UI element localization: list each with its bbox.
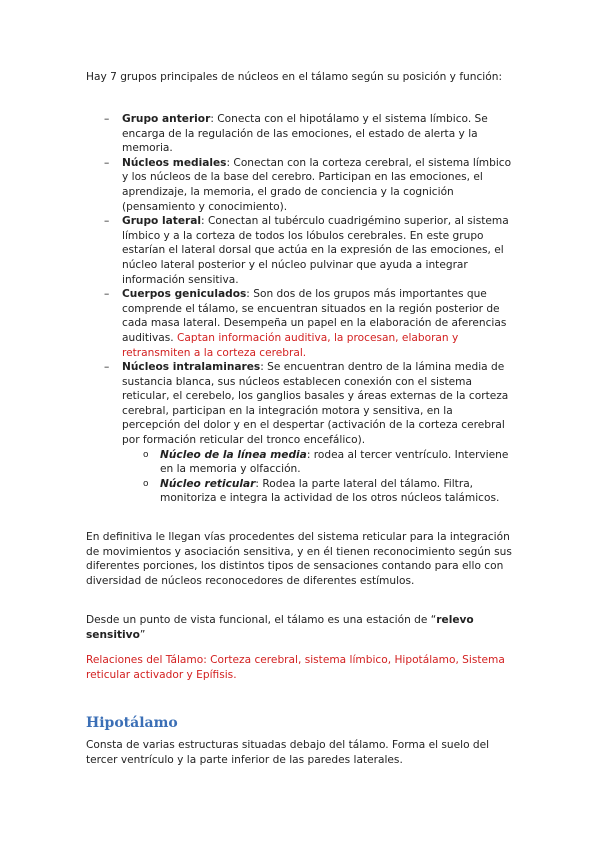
list-item-mediales [0,156,599,214]
hipotalamo-paragraph [86,738,516,767]
relevo-sensitivo: relevo sensitivo [86,614,474,641]
list-item-anterior [0,112,599,156]
section-heading-hipotalamo: Hipotálamo [86,715,178,731]
list-item-lateral [0,214,599,287]
function-text: Desde un punto de vista funcional, el tálamo es una estación de “ [86,614,437,626]
subitem-title: Núcleo reticular [160,477,256,490]
relations-text: Relaciones del Tálamo: Corteza cerebral, sistema límbico, Hipotálamo, Sistema reticular activador y Epífisis. [86,654,505,681]
dash-bullet: – [104,215,110,228]
dash-bullet: – [104,113,110,125]
item-title: Grupo anterior [122,113,211,125]
subitem-text: : rodea al tercer ventrículo. Interviene en la memoria y olfacción. [160,448,509,476]
item-red-text: Captan información auditiva, la procesan, elaboran y retransmiten a la corteza cerebral. [122,331,459,359]
circle-bullet: o [143,478,149,489]
dash-bullet: – [104,156,110,169]
conclusion-text: En definitiva le llegan vías procedentes del sistema reticular para la integración de movimientos y asociación sensitiva, y en él tienen reconocimiento según sus diferentes porciones, los distintos tipos de sensaciones contando para ello con diversidad de núcleos reconocedores de diferentes estímulos. [86,531,512,587]
intro-paragraph [86,70,516,85]
subitem-title: Núcleo de la línea media [160,448,307,461]
item-text: : Conectan al tubérculo cuadrigémino superior, al sistema límbico y a la corteza de todos los lóbulos cerebrales. En este grupo estarían el lateral dorsal que actúa en la expresión de las emociones, el núcleo lateral posterior y el núcleo pulvinar que ayuda a integrar información sensitiva. [122,215,509,286]
hipotalamo-text: Consta de varias estructuras situadas debajo del tálamo. Forma el suelo del tercer ventrículo y la parte inferior de las paredes laterales. [86,739,490,766]
list-item-geniculados [0,287,599,360]
item-title: Núcleos intralaminares [122,361,261,374]
intro-text: Hay 7 grupos principales de núcleos en el tálamo según su posición y función: [86,71,503,83]
nuclei-list [0,112,599,506]
function-paragraph [86,613,516,642]
sublist-item-reticular [0,477,599,506]
item-title: Grupo lateral [122,215,202,228]
item-title: Núcleos mediales [122,156,227,169]
circle-bullet: o [143,449,149,460]
item-text: : Se encuentran dentro de la lámina media de sustancia blanca, sus núcleos establecen conexión con el sistema reticular, el cerebelo, los ganglios basales y áreas externas de la corteza cerebral, participan en la integración motora y sensitiva, en la percepción del dolor y en el despertar (activación de la corteza cerebral por formación reticular del tronco encefálico). [122,361,509,447]
sublist-item-linea-media [0,448,599,477]
closing-quote: ” [139,628,146,641]
list-item-intralaminares [0,360,599,448]
item-text: : Conectan con la corteza cerebral, el sistema límbico y los núcleos de la base del cerebro. Participan en las emociones, el aprendizaje, la memoria, el grado de conciencia y la cognición (pensamiento y conocimiento). [122,156,512,213]
conclusion-paragraph [86,530,516,588]
subitem-text: : Rodea la parte lateral del tálamo. Filtra, monitoriza e integra la actividad de los otros núcleos talámicos. [160,477,500,505]
relations-paragraph [86,653,516,682]
dash-bullet: – [104,288,110,301]
item-title: Cuerpos geniculados [122,288,247,301]
item-text: : Son dos de los grupos más importantes que comprende el tálamo, se encuentran situados en la región posterior de cada masa lateral. Desempeña un papel en la elaboración de aferencias auditivas. [122,288,507,344]
item-text: : Conecta con el hipotálamo y el sistema límbico. Se encarga de la regulación de las emociones, el estado de alerta y la memoria. [122,113,488,155]
dash-bullet: – [104,361,110,374]
